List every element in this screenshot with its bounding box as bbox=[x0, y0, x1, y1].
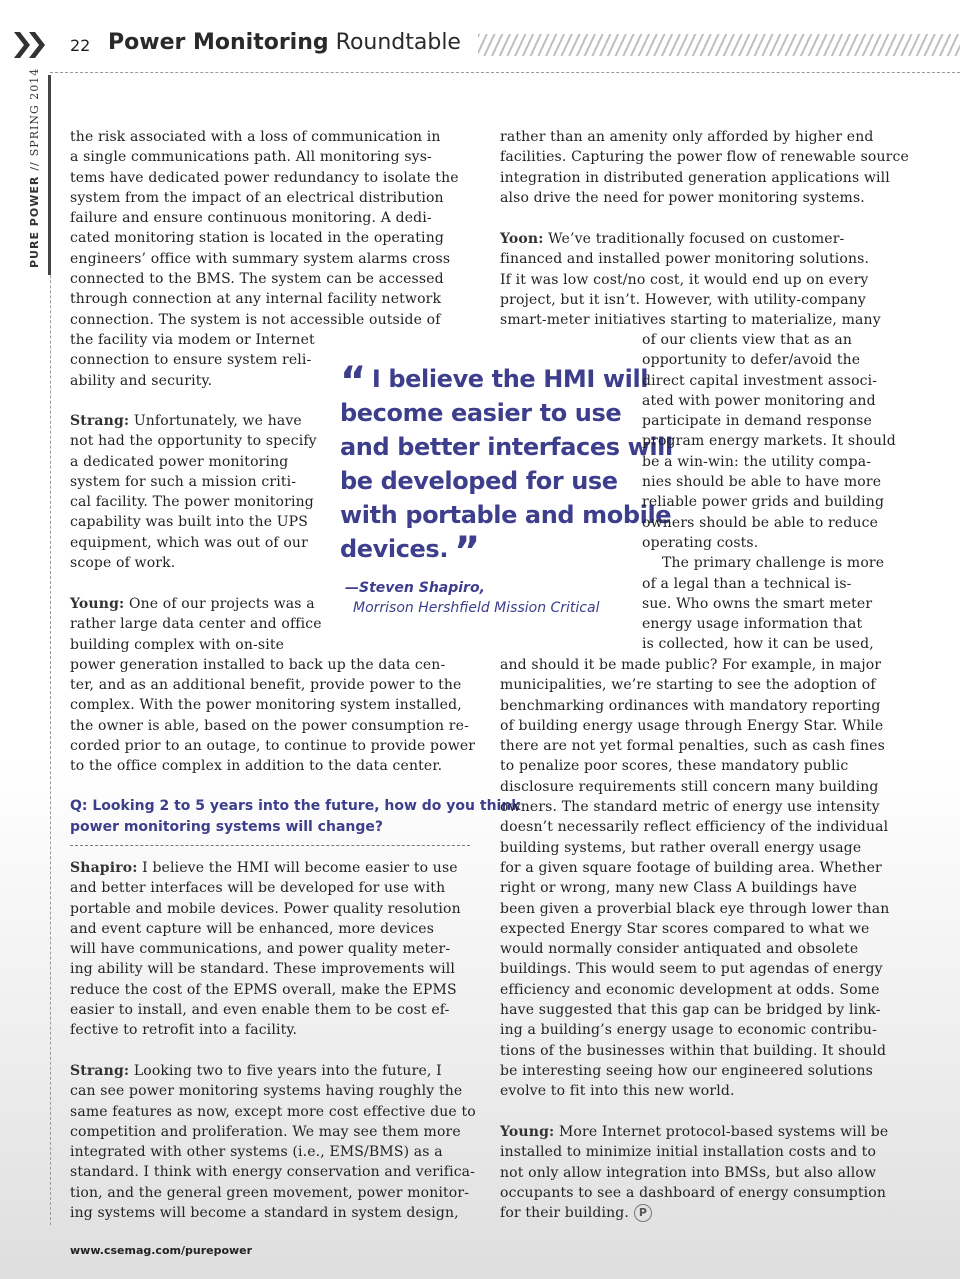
text-line: easier to install, and even enable them to be cost ef- bbox=[70, 1002, 450, 1019]
text-line: been given a proverbial black eye through lower than bbox=[500, 900, 890, 917]
speaker-name: Yoon: bbox=[500, 231, 544, 247]
text-line: I believe the HMI will become easier to use bbox=[137, 860, 458, 876]
text-line: standard. I think with energy conservation and verifica- bbox=[70, 1164, 476, 1181]
text-line: sue. Who owns the smart meter bbox=[642, 595, 873, 612]
end-mark-icon: P bbox=[634, 1204, 652, 1222]
text-line: the risk associated with a loss of communication in bbox=[70, 129, 441, 145]
text-line: efficiency and economic development at odds. Some bbox=[500, 981, 880, 998]
text-line: system for such a mission criti- bbox=[70, 473, 297, 490]
text-line: project, but it isn’t. However, with utility-company bbox=[500, 291, 866, 308]
section-title-light: Roundtable bbox=[335, 30, 461, 55]
text-line: program energy markets. It should bbox=[642, 433, 896, 450]
pull-quote-author: —Steven Shapiro, bbox=[345, 580, 485, 596]
text-line: expected Energy Star scores compared to what we bbox=[500, 920, 870, 937]
text-line: ing a building’s energy usage to economic contribu- bbox=[500, 1022, 877, 1039]
text-line: municipalities, we’re starting to see the adoption of bbox=[500, 677, 876, 694]
issue-label: SPRING 2014 bbox=[28, 67, 41, 157]
right-narrow-text bbox=[642, 330, 896, 655]
text-line: would normally consider antiquated and obsolete bbox=[500, 941, 859, 958]
text-line: building complex with on-site bbox=[70, 636, 285, 653]
running-head bbox=[28, 68, 41, 268]
text-line: portable and mobile devices. Power quality resolution bbox=[70, 900, 461, 917]
text-line: buildings. This would seem to put agendas of energy bbox=[500, 961, 883, 978]
right-yoon-paragraph bbox=[500, 229, 881, 330]
text-line: ter, and as an additional benefit, provide power to the bbox=[70, 677, 462, 694]
text-line: complex. With the power monitoring system installed, bbox=[70, 697, 462, 714]
double-chevron-icon bbox=[10, 28, 50, 62]
text-line: integration in distributed generation applications will bbox=[500, 169, 890, 186]
text-line: and better interfaces will be developed for use with bbox=[70, 880, 446, 897]
text-line: reliable power grids and building bbox=[642, 494, 885, 511]
pull-quote-line: become easier to use bbox=[340, 399, 622, 427]
text-line: tion, and the general green movement, power monitor- bbox=[70, 1184, 470, 1201]
right-wide-text bbox=[500, 655, 889, 1102]
text-line: be a win-win: the utility compa- bbox=[642, 453, 872, 470]
open-quote-mark: “ bbox=[340, 359, 366, 405]
text-line: of a legal than a technical is- bbox=[642, 575, 852, 592]
text-line: One of our projects was a bbox=[124, 596, 315, 612]
text-line: be interesting seeing how our engineered solutions bbox=[500, 1062, 873, 1079]
text-line: to the office complex in addition to the data center. bbox=[70, 758, 443, 775]
text-line: for their building. bbox=[500, 1205, 629, 1222]
text-line: a single communications path. All monitoring sys- bbox=[70, 149, 432, 166]
text-line: ated with power monitoring and bbox=[642, 392, 876, 409]
text-line: power generation installed to back up the data cen- bbox=[70, 656, 446, 673]
text-line: ing ability will be standard. These improvements will bbox=[70, 961, 456, 978]
page-number: 22 bbox=[70, 36, 91, 55]
text-line: evolve to fit into this new world. bbox=[500, 1083, 735, 1100]
text-line: rather than an amenity only afforded by higher end bbox=[500, 129, 874, 145]
text-line: More Internet protocol-based systems will be bbox=[554, 1124, 889, 1140]
text-line: of building energy usage through Energy Star. While bbox=[500, 717, 884, 734]
text-line: nies should be able to have more bbox=[642, 474, 882, 491]
text-line: connected to the BMS. The system can be accessed bbox=[70, 271, 444, 288]
pull-quote-line: be developed for use bbox=[340, 467, 618, 495]
text-line: participate in demand response bbox=[642, 413, 872, 430]
text-line: cated monitoring station is located in the operating bbox=[70, 230, 444, 247]
text-line: smart-meter initiatives starting to materialize, many bbox=[500, 312, 881, 329]
text-line: ability and security. bbox=[70, 372, 213, 389]
page-header bbox=[0, 28, 960, 62]
text-line: tions of the businesses within that building. It should bbox=[500, 1042, 887, 1059]
left-young-paragraph bbox=[70, 594, 475, 777]
text-line: opportunity to defer/avoid the bbox=[642, 352, 861, 369]
speaker-name: Strang: bbox=[70, 1063, 130, 1079]
text-line: disclosure requirements still concern many building bbox=[500, 778, 879, 795]
pull-quote-line: I believe the HMI will bbox=[371, 365, 649, 393]
text-line: doesn’t necessarily reflect efficiency of the individual bbox=[500, 819, 889, 836]
close-quote-mark: ” bbox=[454, 529, 480, 575]
pull-quote-affiliation: Morrison Hershfield Mission Critical bbox=[353, 600, 600, 616]
text-line: connection. The system is not accessible outside of bbox=[70, 311, 441, 328]
text-line: of our clients view that as an bbox=[642, 332, 853, 348]
text-line: integrated with other systems (i.e., EMS/BMS) as a bbox=[70, 1144, 443, 1161]
text-line: Looking two to five years into the future, I bbox=[129, 1063, 442, 1079]
right-young-paragraph bbox=[500, 1122, 888, 1223]
text-line: through connection at any internal facility network bbox=[70, 291, 442, 308]
speaker-name: Strang: bbox=[70, 413, 130, 429]
text-line: If it was low cost/no cost, it would end up on every bbox=[500, 271, 869, 288]
text-line: for a given square footage of building area. Whether bbox=[500, 859, 882, 876]
text-line: engineers’ office with summary system alarms cross bbox=[70, 250, 451, 267]
text-line: competition and proliferation. We may see them more bbox=[70, 1123, 461, 1140]
text-line: can see power monitoring systems having roughly the bbox=[70, 1083, 463, 1100]
left-shapiro-paragraph bbox=[70, 858, 461, 1041]
text-line: Unfortunately, we have bbox=[129, 413, 302, 429]
left-strang2-paragraph bbox=[70, 1061, 476, 1223]
pull-quote bbox=[340, 359, 673, 575]
text-line: occupants to see a dashboard of energy consumption bbox=[500, 1184, 887, 1201]
text-line: operating costs. bbox=[642, 534, 759, 551]
text-line: cal facility. The power monitoring bbox=[70, 494, 314, 511]
text-line: owners. The standard metric of energy use intensity bbox=[500, 799, 880, 816]
section-title bbox=[108, 30, 461, 55]
left-column-intro bbox=[70, 127, 459, 391]
text-line: The primary challenge is more bbox=[662, 555, 885, 572]
speaker-name: Young: bbox=[70, 596, 125, 612]
text-line: and should it be made public? For example, in major bbox=[500, 657, 882, 673]
text-line: building systems, but rather overall energy usage bbox=[500, 839, 862, 856]
pull-quote-line: with portable and mobile bbox=[340, 501, 672, 529]
text-line: same features as now, except more cost effective due to bbox=[70, 1103, 476, 1120]
speaker-name: Shapiro: bbox=[70, 860, 138, 876]
text-line: corded prior to an outage, to continue to provide power bbox=[70, 738, 476, 755]
text-line: reduce the cost of the EPMS overall, make the EPMS bbox=[70, 981, 457, 998]
question-line: Q: Looking 2 to 5 years into the future, how do you think bbox=[70, 798, 521, 814]
text-line: capability was built into the UPS bbox=[70, 514, 308, 531]
speaker-name: Young: bbox=[500, 1124, 555, 1140]
text-line: not only allow integration into BMSs, but also allow bbox=[500, 1164, 877, 1181]
text-line: failure and ensure continuous monitoring. A dedi- bbox=[70, 210, 432, 227]
text-line: direct capital investment associ- bbox=[642, 372, 878, 389]
pull-quote-attribution bbox=[345, 578, 599, 618]
text-line: right or wrong, many new Class A buildings have bbox=[500, 880, 858, 897]
text-line: benchmarking ordinances with mandatory reporting bbox=[500, 697, 881, 714]
header-divider bbox=[50, 72, 960, 73]
text-line: financed and installed power monitoring solutions. bbox=[500, 251, 870, 268]
text-line: the facility via modem or Internet bbox=[70, 331, 315, 348]
text-line: energy usage information that bbox=[642, 616, 863, 633]
left-strang-paragraph bbox=[70, 411, 317, 573]
text-line: owners should be able to reduce bbox=[642, 514, 879, 531]
text-line: to penalize poor scores, these mandatory public bbox=[500, 758, 849, 775]
right-column-intro bbox=[500, 127, 909, 208]
question-divider bbox=[70, 845, 470, 846]
text-line: facilities. Capturing the power flow of renewable source bbox=[500, 149, 909, 166]
text-line: a dedicated power monitoring bbox=[70, 453, 289, 470]
margin-accent-bar bbox=[48, 75, 51, 275]
text-line: not had the opportunity to specify bbox=[70, 433, 317, 450]
pull-quote-line: and better interfaces will bbox=[340, 433, 673, 461]
text-line: will have communications, and power quality meter- bbox=[70, 941, 451, 958]
footer-url[interactable]: www.csemag.com/purepower bbox=[70, 1244, 253, 1257]
text-line: rather large data center and office bbox=[70, 616, 322, 633]
pull-quote-line: devices. bbox=[340, 535, 449, 563]
header-hatch-decoration bbox=[478, 34, 960, 56]
text-line: equipment, which was out of our bbox=[70, 534, 308, 551]
publication-name: PURE POWER bbox=[28, 175, 41, 268]
text-line: scope of work. bbox=[70, 555, 176, 572]
text-line: installed to minimize initial installation costs and to bbox=[500, 1144, 877, 1161]
text-line: connection to ensure system reli- bbox=[70, 352, 312, 369]
text-line: system from the impact of an electrical distribution bbox=[70, 189, 444, 206]
text-line: also drive the need for power monitoring systems. bbox=[500, 189, 865, 206]
text-line: We’ve traditionally focused on customer- bbox=[543, 231, 845, 247]
text-line: there are not yet formal penalties, such as cash fines bbox=[500, 738, 885, 755]
text-line: the owner is able, based on the power consumption re- bbox=[70, 717, 469, 734]
text-line: tems have dedicated power redundancy to isolate the bbox=[70, 169, 459, 186]
text-line: is collected, how it can be used, bbox=[642, 636, 874, 653]
text-line: ing systems will become a standard in system design, bbox=[70, 1205, 459, 1222]
section-title-bold: Power Monitoring bbox=[108, 30, 329, 55]
text-line: fective to retrofit into a facility. bbox=[70, 1022, 298, 1039]
text-line: have suggested that this gap can be bridged by link- bbox=[500, 1002, 881, 1019]
text-line: and event capture will be enhanced, more devices bbox=[70, 920, 435, 937]
running-head-separator: // bbox=[28, 161, 41, 171]
question-heading bbox=[70, 796, 521, 837]
question-line: power monitoring systems will change? bbox=[70, 818, 383, 835]
